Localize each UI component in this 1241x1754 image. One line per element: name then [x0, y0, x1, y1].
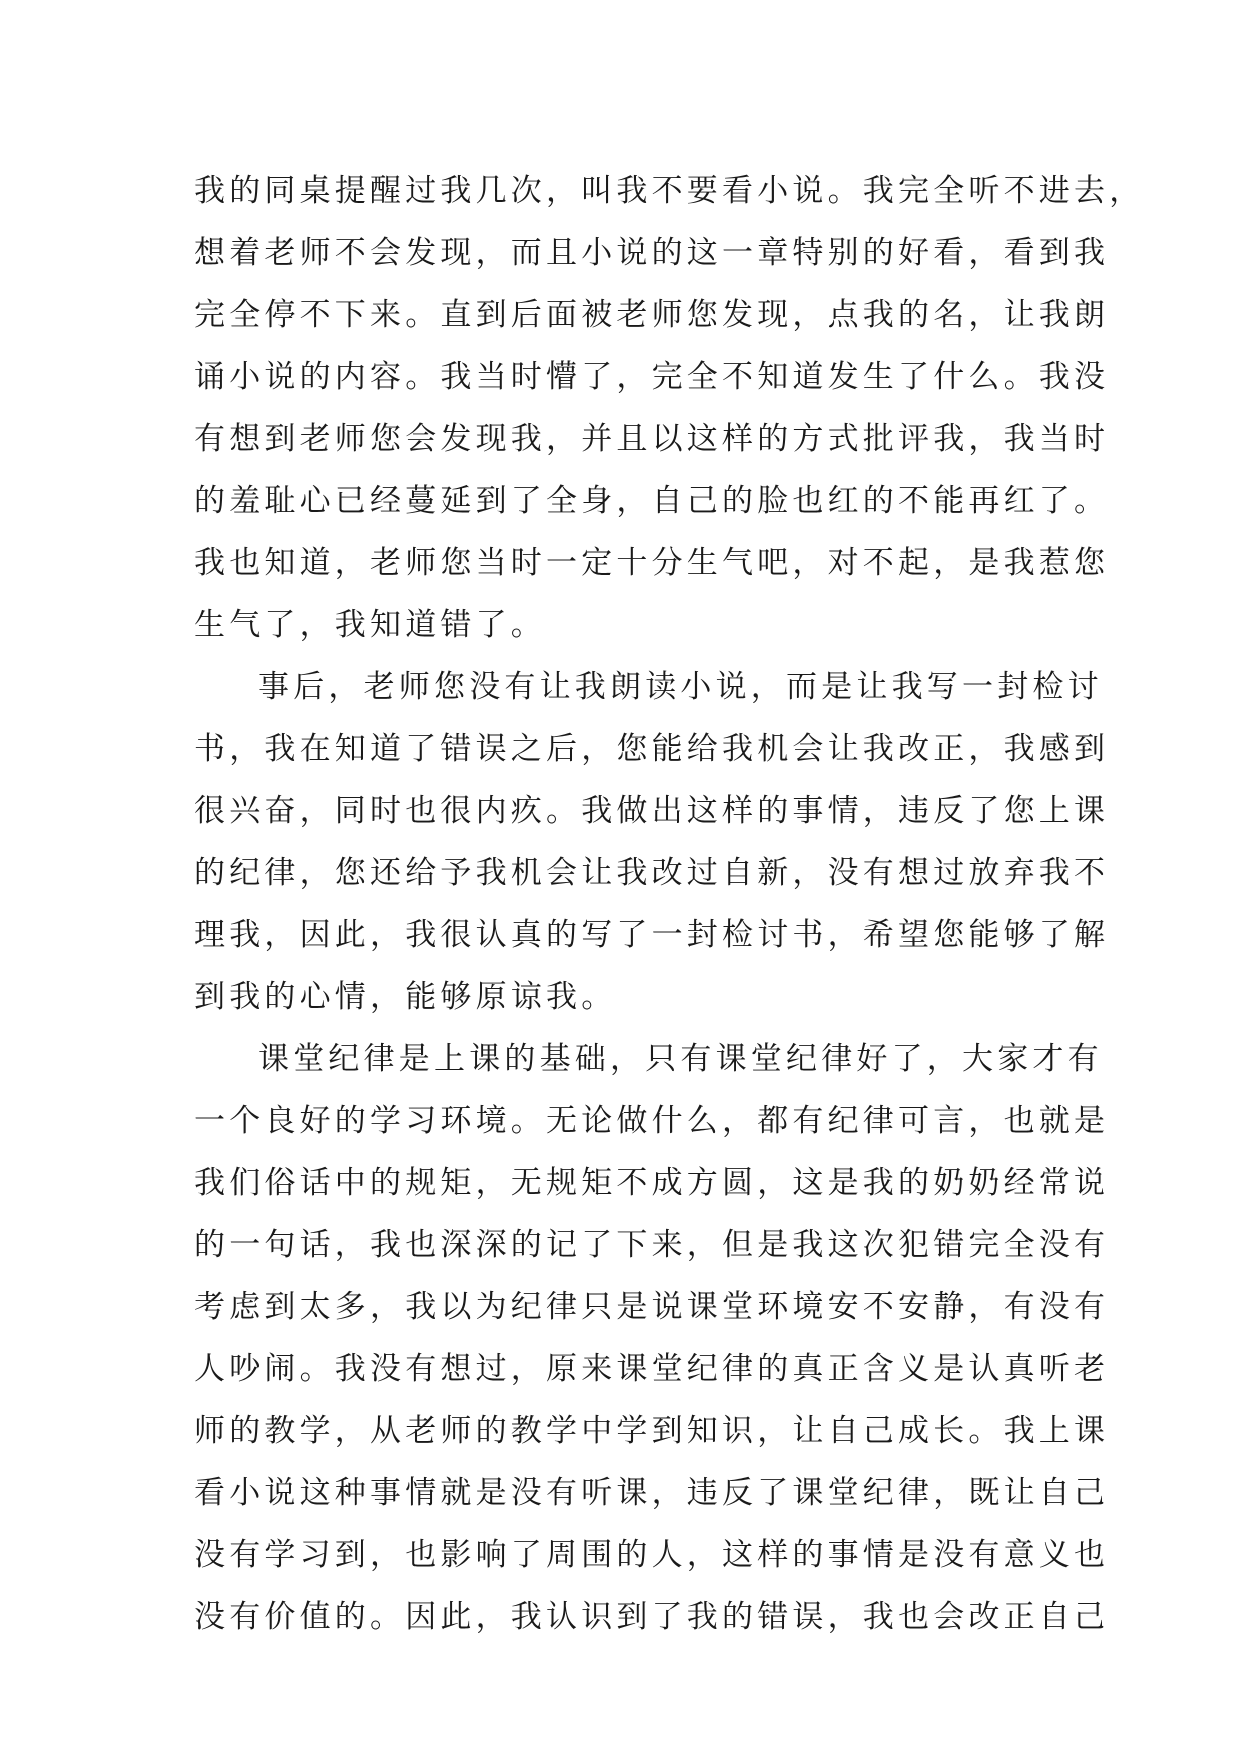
text-line: 没有价值的。因此，我认识到了我的错误，我也会改正自己: [194, 1599, 1110, 1635]
text-line: 师的教学，从老师的教学中学到知识，让自己成长。我上课: [194, 1413, 1110, 1449]
text-line: 看小说这种事情就是没有听课，违反了课堂纪律，既让自己: [194, 1475, 1110, 1511]
text-line: 很兴奋，同时也很内疚。我做出这样的事情，违反了您上课: [194, 793, 1110, 829]
text-line: 生气了，我知道错了。: [194, 607, 546, 643]
paragraph-first-line: 课堂纪律是上课的基础，只有课堂纪律好了，大家才有: [258, 1041, 1103, 1077]
text-line: 有想到老师您会发现我，并且以这样的方式批评我，我当时: [194, 421, 1110, 457]
text-line: 的纪律，您还给予我机会让我改过自新，没有想过放弃我不: [194, 855, 1110, 891]
text-line: 诵小说的内容。我当时懵了，完全不知道发生了什么。我没: [194, 359, 1110, 395]
text-line: 没有学习到，也影响了周围的人，这样的事情是没有意义也: [194, 1537, 1110, 1573]
text-line: 我的同桌提醒过我几次，叫我不要看小说。我完全听不进去，: [194, 173, 1145, 209]
text-line: 的一句话，我也深深的记了下来，但是我这次犯错完全没有: [194, 1227, 1110, 1263]
text-line: 我们俗话中的规矩，无规矩不成方圆，这是我的奶奶经常说: [194, 1165, 1110, 1201]
text-line: 书，我在知道了错误之后，您能给我机会让我改正，我感到: [194, 731, 1110, 767]
text-line: 的羞耻心已经蔓延到了全身，自己的脸也红的不能再红了。: [194, 483, 1110, 519]
document-body: [194, 160, 1145, 1648]
paragraph-first-line: 事后，老师您没有让我朗读小说，而是让我写一封检讨: [258, 669, 1103, 705]
text-line: 理我，因此，我很认真的写了一封检讨书，希望您能够了解: [194, 917, 1110, 953]
text-line: 考虑到太多，我以为纪律只是说课堂环境安不安静，有没有: [194, 1289, 1110, 1325]
text-line: 到我的心情，能够原谅我。: [194, 979, 617, 1015]
text-line: 一个良好的学习环境。无论做什么，都有纪律可言，也就是: [194, 1103, 1110, 1139]
text-line: 人吵闹。我没有想过，原来课堂纪律的真正含义是认真听老: [194, 1351, 1110, 1387]
text-line: 我也知道，老师您当时一定十分生气吧，对不起，是我惹您: [194, 545, 1110, 581]
text-line: 想着老师不会发现，而且小说的这一章特别的好看，看到我: [194, 235, 1110, 271]
text-line: 完全停不下来。直到后面被老师您发现，点我的名，让我朗: [194, 297, 1110, 333]
